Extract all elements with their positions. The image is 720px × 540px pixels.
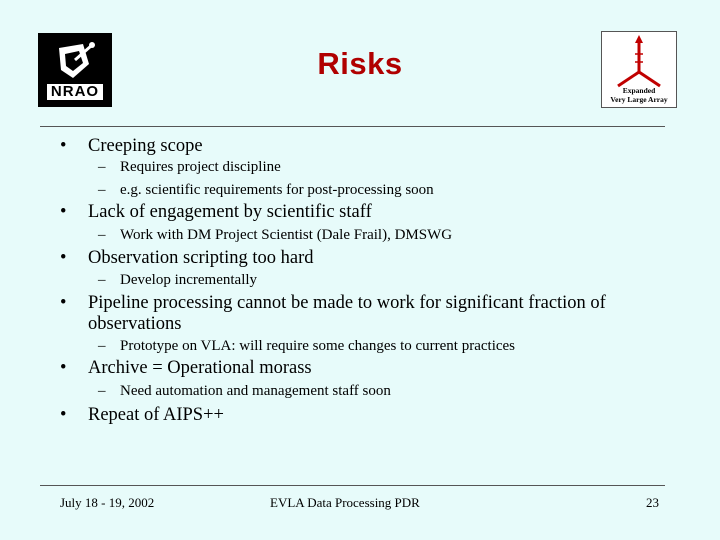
dash-marker: – — [98, 227, 106, 243]
sub-bullet-text: Need automation and management staff soon — [120, 383, 391, 399]
sub-bullet-text: Work with DM Project Scientist (Dale Frail), DMSWG — [120, 227, 453, 243]
sub-bullet-text: Requires project discipline — [120, 159, 281, 175]
evla-logo-line2: Very Large Array — [610, 95, 668, 104]
dash-marker: – — [98, 272, 106, 288]
bullet-marker: • — [60, 248, 67, 268]
bullet-marker: • — [60, 136, 67, 156]
bullet-marker: • — [60, 358, 67, 378]
dash-marker: – — [98, 182, 106, 198]
bullet-text-line2: observations — [88, 314, 182, 334]
sub-bullet-text: Develop incrementally — [120, 272, 258, 288]
dash-marker: – — [98, 159, 106, 175]
bullet-text: Lack of engagement by scientific staff — [88, 202, 372, 222]
dash-marker: – — [98, 338, 106, 354]
footer-event: EVLA Data Processing PDR — [270, 495, 420, 510]
bullet-marker: • — [60, 293, 67, 313]
footer-date: July 18 - 19, 2002 — [60, 495, 155, 510]
slide-title: Risks — [317, 46, 403, 81]
bullet-text: Observation scripting too hard — [88, 248, 314, 268]
bullet-text-line1: Pipeline processing cannot be made to work for significant fraction of — [88, 293, 606, 313]
dash-marker: – — [98, 383, 106, 399]
bullet-text: Creeping scope — [88, 136, 203, 156]
sub-bullet-text: e.g. scientific requirements for post-processing soon — [120, 182, 434, 198]
evla-logo-line1: Expanded — [622, 86, 656, 95]
bullet-text: Archive = Operational morass — [88, 358, 312, 378]
bullet-marker: • — [60, 202, 67, 222]
nrao-logo-text: NRAO — [50, 83, 100, 100]
sub-bullet-text: Prototype on VLA: will require some changes to current practices — [120, 338, 516, 354]
bullet-text: Repeat of AIPS++ — [88, 405, 224, 425]
bullet-marker: • — [60, 405, 67, 425]
page-number: 23 — [646, 495, 659, 510]
